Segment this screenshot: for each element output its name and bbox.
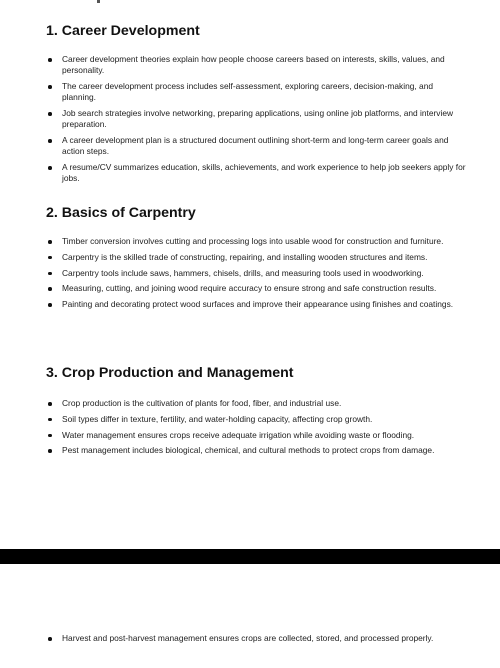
bullet-icon xyxy=(48,418,52,422)
bullet-icon xyxy=(48,287,52,291)
bullet-icon xyxy=(48,272,52,276)
bullet-icon xyxy=(48,139,52,143)
career-development-list xyxy=(46,54,466,184)
bullet-icon xyxy=(48,256,52,260)
list-item: Timber conversion involves cutting and processing logs into usable wood for construction and furniture. xyxy=(46,236,466,247)
bullet-icon xyxy=(48,637,52,641)
list-item: A career development plan is a structured document outlining short-term and long-term career goals and action steps. xyxy=(46,135,466,157)
top-edge xyxy=(0,0,500,6)
list-item: Harvest and post-harvest management ensures crops are collected, stored, and processed properly. xyxy=(46,633,466,644)
list-item: Crop production is the cultivation of plants for food, fiber, and industrial use. xyxy=(46,398,466,409)
list-item: Carpentry tools include saws, hammers, chisels, drills, and measuring tools used in woodworking. xyxy=(46,268,466,279)
section-heading-crop-production: 3. Crop Production and Management xyxy=(46,365,294,381)
list-item: Soil types differ in texture, fertility, and water-holding capacity, affecting crop growth. xyxy=(46,414,466,425)
list-item: Measuring, cutting, and joining wood require accuracy to ensure strong and safe construction results. xyxy=(46,283,466,294)
crop-production-list xyxy=(46,398,466,457)
bullet-icon xyxy=(48,166,52,170)
list-item: Painting and decorating protect wood surfaces and improve their appearance using finishes and coatings. xyxy=(46,299,466,310)
cropped-text-fragment xyxy=(97,0,100,3)
bullet-icon xyxy=(48,402,52,406)
list-item: A resume/CV summarizes education, skills, achievements, and work experience to help job seekers apply for jobs. xyxy=(46,162,466,184)
section-heading-career-development: 1. Career Development xyxy=(46,23,200,39)
list-item: The career development process includes self-assessment, exploring careers, decision-making, and planning. xyxy=(46,81,466,103)
carpentry-list xyxy=(46,236,466,310)
bullet-icon xyxy=(48,303,52,307)
list-item: Water management ensures crops receive adequate irrigation while avoiding waste or flooding. xyxy=(46,430,466,441)
bullet-icon xyxy=(48,85,52,89)
bullet-icon xyxy=(48,58,52,62)
continued-list xyxy=(46,633,466,644)
bullet-icon xyxy=(48,240,52,244)
bullet-icon xyxy=(48,112,52,116)
list-item: Pest management includes biological, chemical, and cultural methods to protect crops from damage. xyxy=(46,445,466,456)
list-item: Carpentry is the skilled trade of constructing, repairing, and installing wooden structures and items. xyxy=(46,252,466,263)
section-heading-basics-of-carpentry: 2. Basics of Carpentry xyxy=(46,205,196,221)
list-item: Career development theories explain how people choose careers based on interests, skills, values, and personality. xyxy=(46,54,466,76)
bullet-icon xyxy=(48,434,52,438)
page-break-band xyxy=(0,549,500,564)
bullet-icon xyxy=(48,449,52,453)
list-item: Job search strategies involve networking, preparing applications, using online job platforms, and interview preparation. xyxy=(46,108,466,130)
